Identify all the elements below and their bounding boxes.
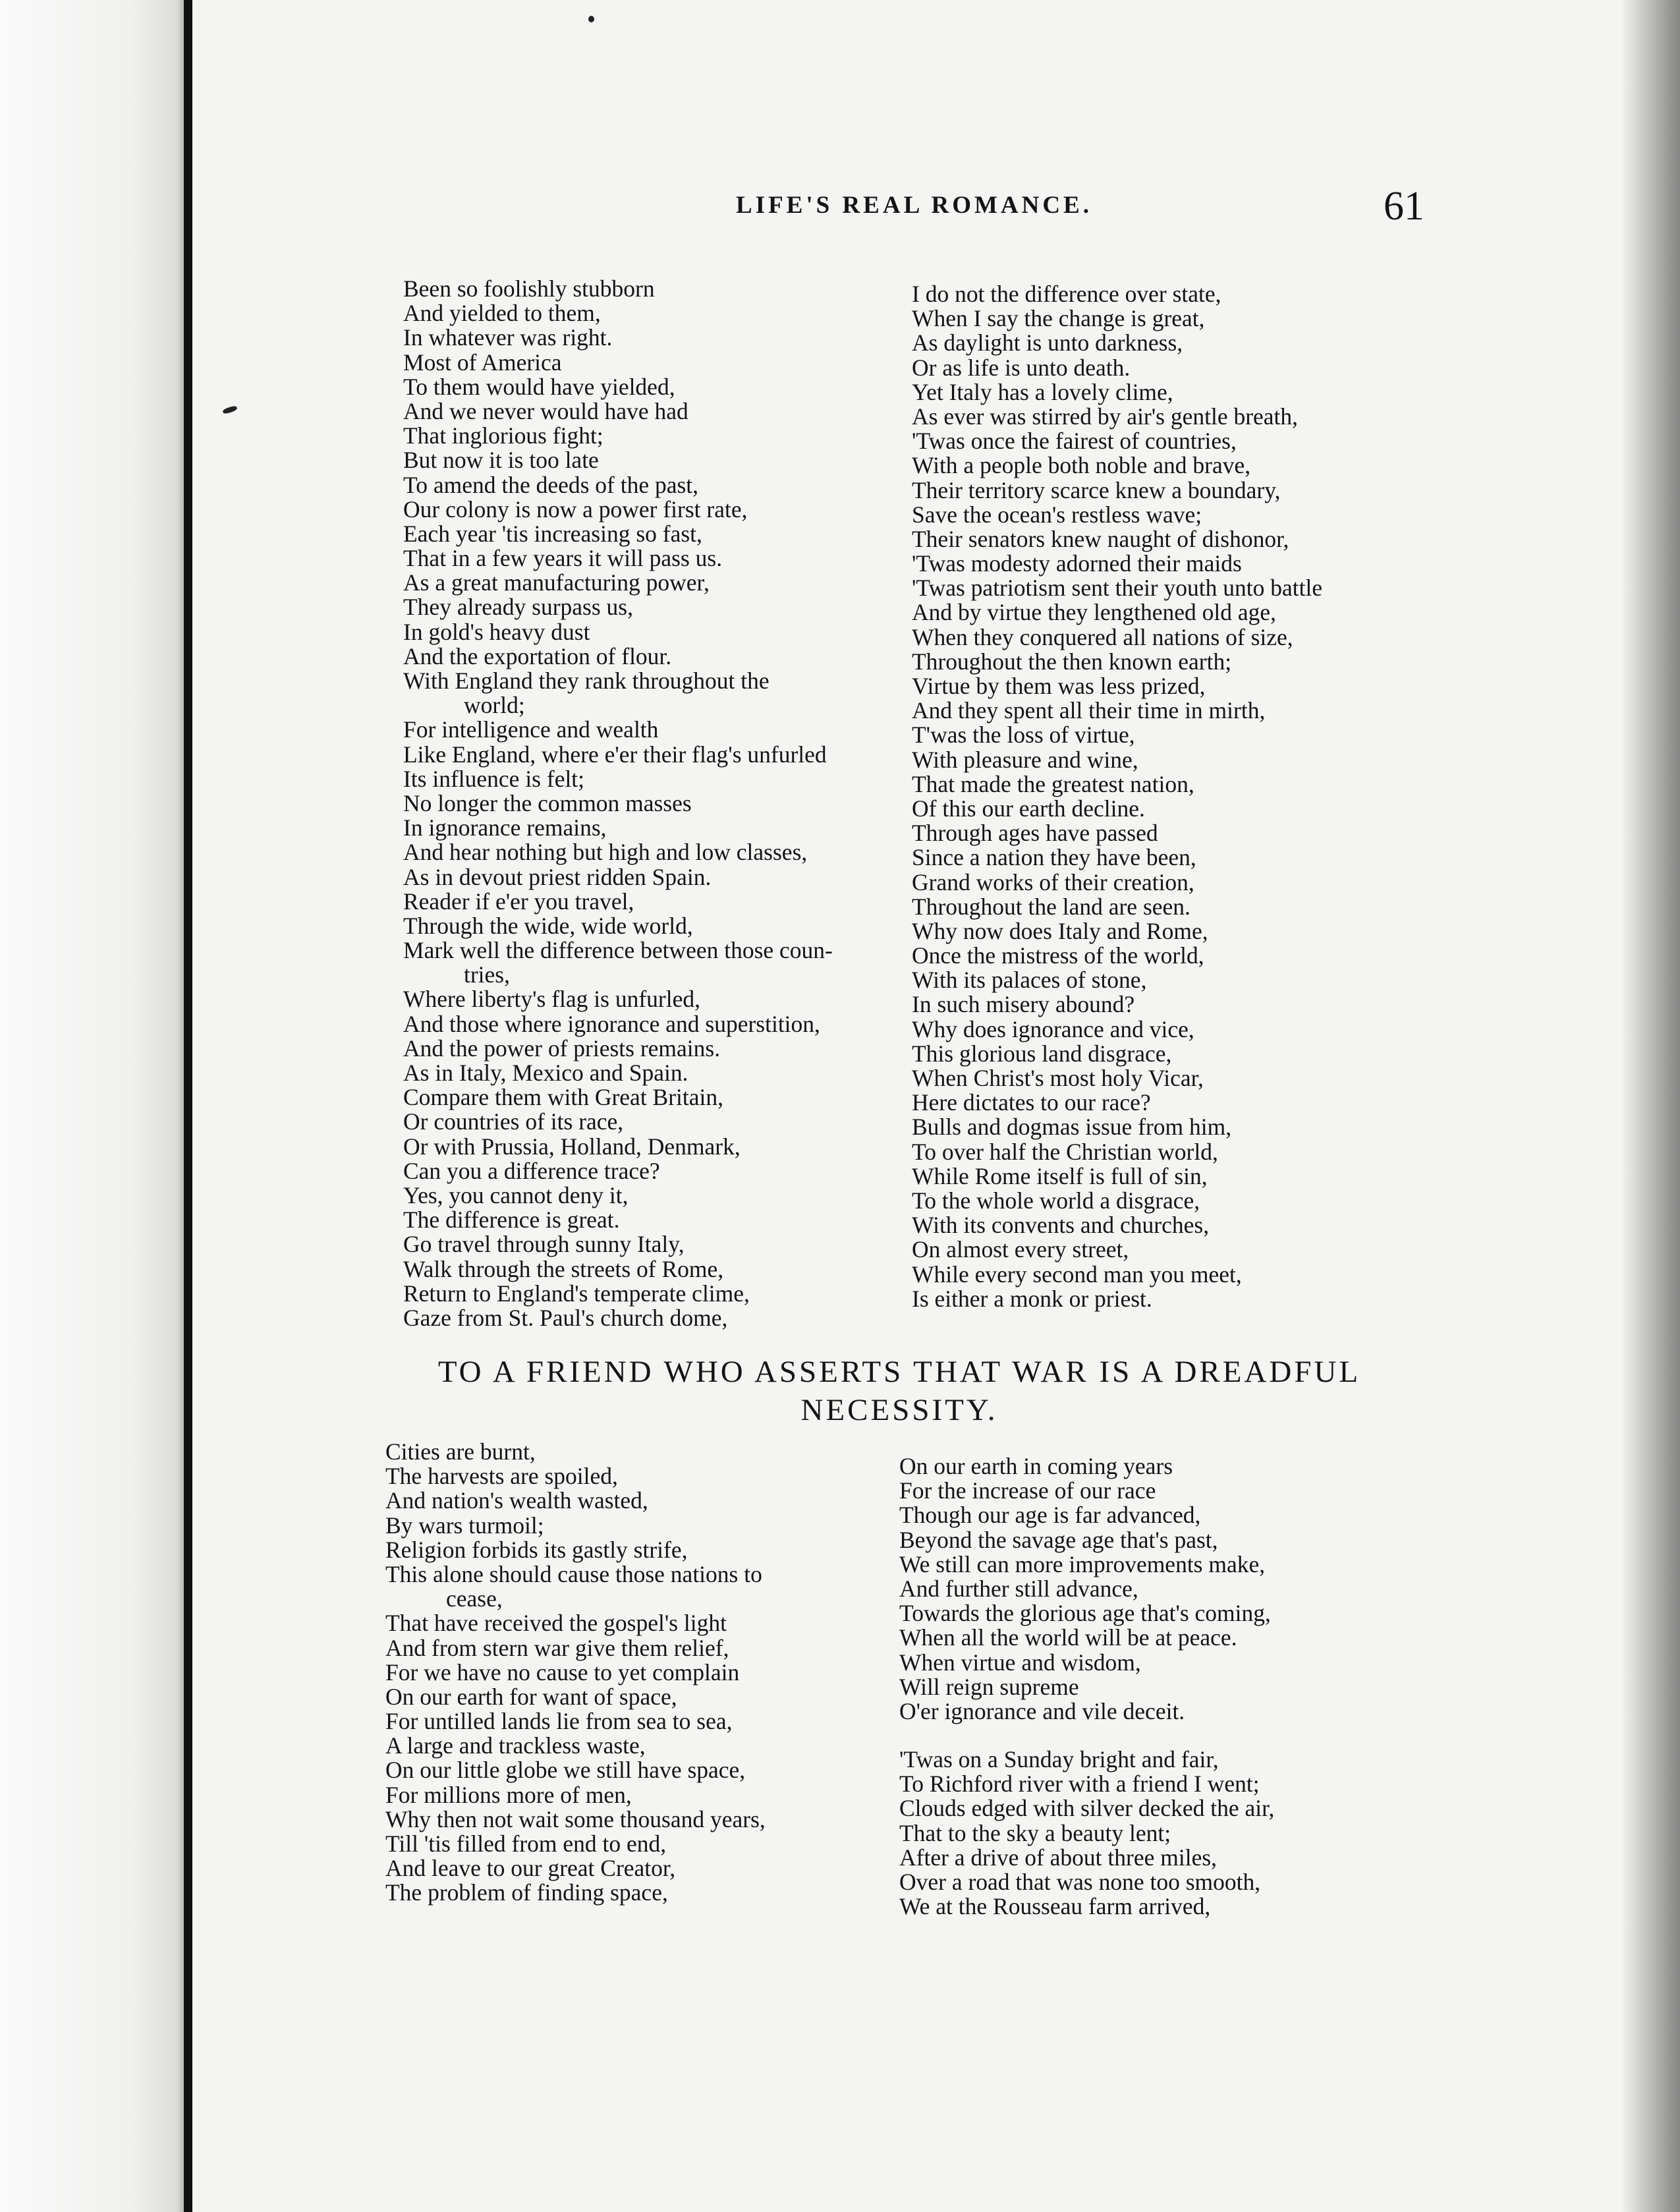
verse-line: 'Twas on a Sunday bright and fair, [899,1746,1219,1773]
verse-line: On our earth in coming years [899,1453,1173,1479]
verse-line: Clouds edged with silver decked the air, [899,1795,1275,1822]
verse-line: 'Twas modesty adorned their maids [912,550,1242,577]
verse-line: Bulls and dogmas issue from him, [912,1114,1232,1141]
verse-line: Each year 'tis increasing so fast, [403,520,702,547]
verse-line: On almost every street, [912,1236,1129,1263]
page-gutter [0,0,188,2212]
verse-line: But now it is too late [403,447,599,474]
verse-line: Beyond the savage age that's past, [899,1526,1218,1553]
verse-line: Our colony is now a power first rate, [403,496,748,523]
verse-line: By wars turmoil; [385,1512,544,1539]
verse-line: No longer the common masses [403,789,692,816]
poem1-left-column [403,277,910,1330]
verse-line: This glorious land disgrace, [912,1040,1172,1067]
verse-line: As ever was stirred by air's gentle breath, [912,403,1299,430]
verse-line: To Richford river with a friend I went; [899,1771,1260,1798]
verse-line: Or countries of its race, [403,1108,624,1135]
verse-line: In ignorance remains, [403,814,607,841]
verse-line: tries, [464,961,510,988]
verse-line: Of this our earth decline. [912,795,1145,822]
verse-line: The harvests are spoiled, [385,1463,618,1490]
verse-line: This alone should cause those nations to [385,1560,762,1587]
verse-line: To the whole world a disgrace, [912,1187,1200,1214]
verse-line: world; [464,692,525,719]
verse-line: Why then not wait some thousand years, [385,1805,766,1832]
running-head: LIFE'S REAL ROMANCE. [736,192,1092,219]
verse-line: Virtue by them was less prized, [912,673,1206,699]
verse-line: And we never would have had [403,397,688,424]
verse-line: To amend the deeds of the past, [403,471,699,498]
verse-line: Go travel through sunny Italy, [403,1231,685,1258]
verse-line: On our earth for want of space, [385,1683,677,1710]
verse-line: That to the sky a beauty lent; [899,1819,1171,1846]
verse-line: 'Twas once the fairest of countries, [912,428,1237,455]
verse-line: I do not the difference over state, [912,281,1221,307]
verse-line: As daylight is unto darkness, [912,329,1183,356]
verse-line: After a drive of about three miles, [899,1844,1218,1871]
verse-line: When virtue and wisdom, [899,1649,1141,1676]
verse-line: Or with Prussia, Holland, Denmark, [403,1133,741,1160]
verse-line: For intelligence and wealth [403,716,659,743]
verse-line: Their senators knew naught of dishonor, [912,525,1289,552]
verse-line: cease, [446,1585,503,1612]
verse-line: Once the mistress of the world, [912,942,1204,969]
verse-line: 'Twas patriotism sent their youth unto battle [912,575,1323,602]
verse-line: Mark well the difference between those coun- [403,937,833,964]
verse-line: Where liberty's flag is unfurled, [403,986,700,1013]
verse-line: Been so foolishly stubborn [403,275,655,302]
verse-line: And yielded to them, [403,300,601,327]
poem2-right-column [899,1454,1426,1919]
verse-line: Throughout the then known earth; [912,648,1232,675]
verse-line: Here dictates to our race? [912,1089,1151,1116]
verse-line: In gold's heavy dust [403,618,590,645]
verse-line: Over a road that was none too smooth, [899,1869,1261,1895]
page-number: 61 [1384,184,1424,229]
page-edge-shadow [1621,0,1680,2212]
verse-line: Return to England's temperate clime, [403,1280,750,1307]
verse-line: Though our age is far advanced, [899,1502,1201,1529]
verse-line: When I say the change is great, [912,305,1205,332]
verse-line: The problem of finding space, [385,1879,668,1906]
verse-line: Why does ignorance and vice, [912,1015,1194,1042]
verse-line: Through ages have passed [912,820,1158,847]
verse-line: Like England, where e'er their flag's unfurled [403,741,827,768]
verse-line: That have received the gospel's light [385,1610,727,1637]
verse-line: The difference is great. [403,1206,620,1234]
verse-line: Yes, you cannot deny it, [403,1181,629,1208]
verse-line: On our little globe we still have space, [385,1757,746,1784]
page-header [0,184,1680,229]
verse-line: And hear nothing but high and low classes, [403,839,808,866]
poem-title-line: NECESSITY. [800,1393,998,1427]
verse-line: T'was the loss of virtue, [912,722,1135,749]
verse-line: Since a nation they have been, [912,844,1196,871]
poem2-left-column [385,1440,899,1906]
verse-line: Their territory scarce knew a boundary, [912,476,1281,503]
verse-line: A large and trackless waste, [385,1732,646,1759]
verse-line: And further still advance, [899,1575,1138,1602]
verse-line: With its convents and churches, [912,1212,1210,1239]
verse-line: In whatever was right. [403,324,613,351]
verse-line: For the increase of our race [899,1477,1156,1504]
poem1-right-column [912,282,1439,1311]
verse-line: We at the Rousseau farm arrived, [899,1893,1211,1920]
verse-line: And the exportation of flour. [403,642,672,669]
verse-line: Reader if e'er you travel, [403,888,634,915]
verse-line: Or as life is unto death. [912,354,1131,381]
binding-edge [184,0,192,2212]
verse-line: Cities are burnt, [385,1438,536,1465]
verse-line: When Christ's most holy Vicar, [912,1065,1204,1091]
verse-line: And the power of priests remains. [403,1035,721,1062]
verse-line: Will reign supreme [899,1673,1079,1700]
verse-line: As in devout priest ridden Spain. [403,863,712,890]
verse-line: For untilled lands lie from sea to sea, [385,1708,733,1735]
verse-line: With England they rank throughout the [403,667,770,694]
verse-line: With its palaces of stone, [912,967,1147,994]
verse-line: When all the world will be at peace. [899,1624,1237,1651]
verse-line: We still can more improvements make, [899,1550,1266,1577]
verse-line: That in a few years it will pass us. [403,545,723,572]
poem-title-line: TO A FRIEND WHO ASSERTS THAT WAR IS A DREADFUL [437,1355,1361,1389]
verse-line: Grand works of their creation, [912,868,1194,895]
verse-line: Yet Italy has a lovely clime, [912,378,1173,405]
verse-line: Gaze from St. Paul's church dome, [403,1304,728,1331]
verse-line: Throughout the land are seen. [912,893,1190,920]
verse-line: For millions more of men, [385,1781,632,1808]
verse-line: That inglorious fight; [403,422,603,449]
verse-line: Towards the glorious age that's coming, [899,1600,1271,1627]
verse-line: Its influence is felt; [403,765,585,792]
verse-line: Till 'tis filled from end to end, [385,1830,667,1857]
verse-line: Most of America [403,349,562,376]
verse-line: With a people both noble and brave, [912,452,1251,479]
verse-line: And they spent all their time in mirth, [912,697,1266,724]
verse-line: In such misery abound? [912,991,1135,1018]
verse-line: O'er ignorance and vile deceit. [899,1697,1185,1724]
verse-line: And leave to our great Creator, [385,1855,676,1882]
ink-speck [222,405,237,414]
verse-line: Why now does Italy and Rome, [912,917,1208,944]
verse-line: While Rome itself is full of sin, [912,1162,1208,1189]
poem-title [385,1353,1413,1429]
verse-line: And from stern war give them relief, [385,1634,729,1661]
verse-line: And nation's wealth wasted, [385,1487,648,1514]
verse-line: Through the wide, wide world, [403,912,693,939]
verse-line: Is either a monk or priest. [912,1285,1152,1312]
verse-line: Save the ocean's restless wave; [912,501,1202,528]
verse-line: Walk through the streets of Rome, [403,1255,724,1282]
verse-line: That made the greatest nation, [912,770,1194,797]
verse-line: And by virtue they lengthened old age, [912,599,1277,626]
verse-line: As a great manufacturing power, [403,569,710,596]
verse-line: With pleasure and wine, [912,746,1138,773]
verse-line: As in Italy, Mexico and Spain. [403,1060,688,1086]
verse-line: They already surpass us, [403,594,633,621]
verse-line: While every second man you meet, [912,1261,1242,1288]
verse-line: When they conquered all nations of size, [912,623,1293,650]
verse-line: Can you a difference trace? [403,1157,660,1184]
verse-line: And those where ignorance and superstition, [403,1010,820,1037]
verse-line: Compare them with Great Britain, [403,1084,724,1111]
verse-line: To over half the Christian world, [912,1138,1218,1165]
verse-line: To them would have yielded, [403,373,675,400]
verse-line: For we have no cause to yet complain [385,1659,740,1686]
verse-line: Religion forbids its gastly strife, [385,1536,688,1563]
ink-speck [588,16,594,22]
